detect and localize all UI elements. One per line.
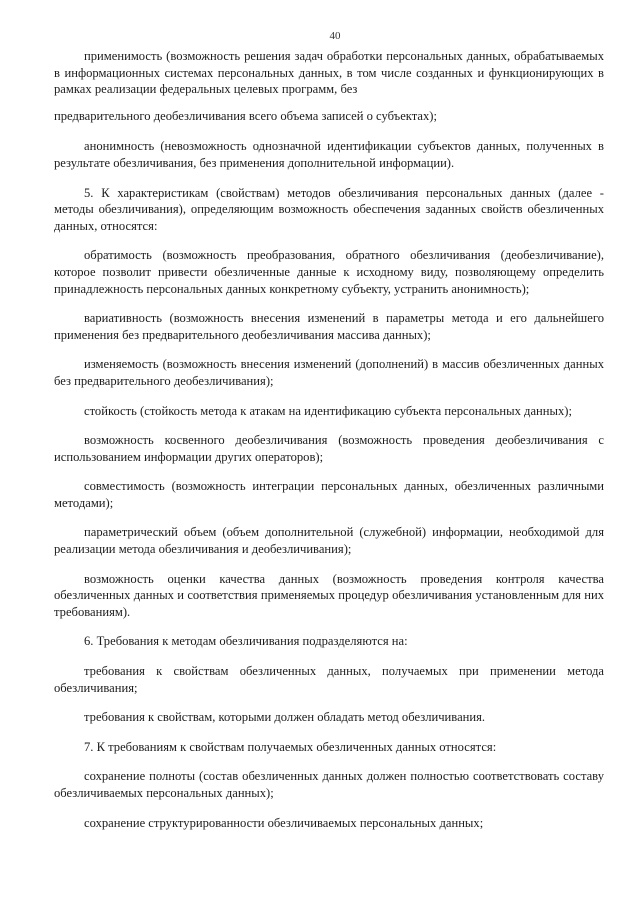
paragraph-method-requirements: требования к свойствам, которыми должен обладать метод обезличивания. — [84, 710, 486, 725]
paragraph-section-6: 6. Требования к методам обезличивания подразделяются на: — [84, 634, 408, 649]
paragraph-parametric-volume: параметрический объем (объем дополнительной (служебной) информации, необходимой для реализации метода обезличивания и деобезличивания); — [54, 525, 604, 557]
paragraph-applicability-cont: предварительного деобезличивания всего объема записей о субъектах); — [54, 108, 437, 123]
paragraph-variability: вариативность (возможность внесения изменений в параметры метода и его дальнейшего применения без предварительного деобезличивания массива данных); — [54, 311, 604, 342]
paragraph-changeability: изменяемость (возможность внесения изменений (дополнений) в массив обезличенных данных без предварительного деобезличивания); — [54, 357, 604, 388]
paragraph-resistance: стойкость (стойкость метода к атакам на идентификацию субъекта персональных данных); — [84, 403, 572, 418]
paragraph-reversibility: обратимость (возможность преобразования, обратного обезличивания (деобезличивание), которое позволит привести обезличенные данные к исходному виду, позволяющему определить принадлежность персональных данных конкретному субъекту, устранить анонимность); — [54, 248, 604, 296]
paragraph-compatibility: совместимость (возможность интеграции персональных данных, обезличенных различными методами); — [54, 479, 604, 510]
page-number: 40 — [329, 30, 341, 42]
paragraph-applicability: применимость (возможность решения задач обработки персональных данных, обрабатываемых в информационных системах персональных данных, в том числе созданных и функционирующих в рамках реализации федеральных целевых программ, без — [54, 49, 604, 97]
paragraph-structure-preservation: сохранение структурированности обезличиваемых персональных данных; — [84, 815, 484, 830]
paragraph-data-requirements: требования к свойствам обезличенных данных, получаемых при применении метода обезличивания; — [54, 664, 604, 695]
paragraph-section-5: 5. К характеристикам (свойствам) методов обезличивания персональных данных (далее - методы обезличивания), определяющим возможность обеспечения заданных свойств обезличенных данных, относятся: — [54, 185, 604, 233]
paragraph-indirect-deanonymization: возможность косвенного деобезличивания (возможность проведения деобезличивания с использованием информации других операторов); — [54, 433, 604, 464]
paragraph-quality-assessment: возможность оценки качества данных (возможность проведения контроля качества обезличенных данных и соответствия применяемых процедур обезличивания установленным для них требованиям). — [54, 571, 604, 619]
paragraph-anonymity: анонимность (невозможность однозначной идентификации субъектов данных, полученных в результате обезличивания, без применения дополнительной информации). — [54, 139, 604, 170]
paragraph-section-7: 7. К требованиям к свойствам получаемых обезличенных данных относятся: — [84, 739, 497, 754]
paragraph-completeness: сохранение полноты (состав обезличенных данных должен полностью соответствовать составу обезличиваемых персональных данных); — [54, 769, 604, 800]
